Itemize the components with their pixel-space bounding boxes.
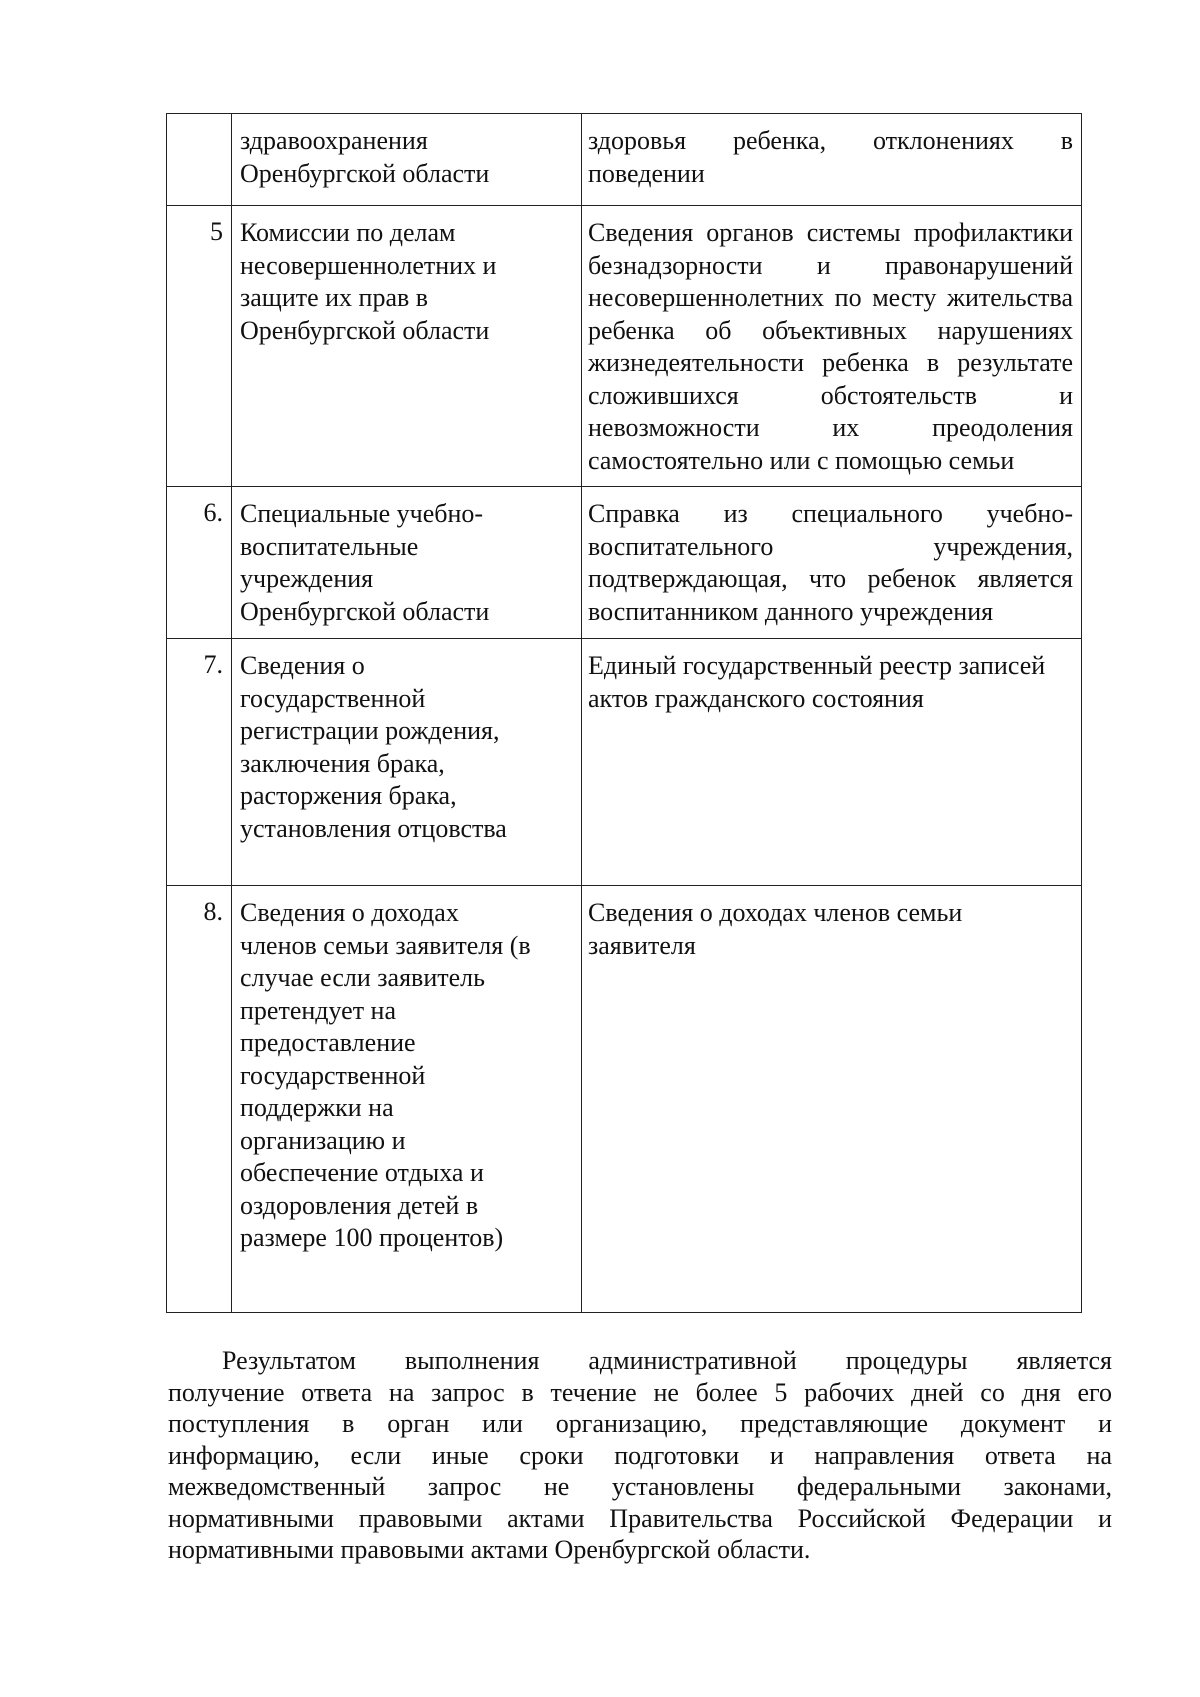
- information-cell: [582, 114, 1082, 206]
- text-line: сложившихся обстоятельств и: [588, 380, 1073, 410]
- text-line: защите их прав в: [240, 283, 429, 312]
- text-line: Специальные учебно-: [240, 499, 484, 528]
- information-cell: [582, 639, 1082, 886]
- text-line: невозможности их преодоления: [588, 413, 1073, 442]
- row-number: 7.: [167, 639, 232, 886]
- text-line: членов семьи заявителя (в: [240, 930, 531, 960]
- text-fragment: Результатом выполнения административной процедуры является: [222, 1346, 1112, 1375]
- text-line: воспитательного учреждения,: [588, 531, 1073, 561]
- text-line: актов гражданского состояния: [588, 683, 924, 713]
- text-line: ребенка об объективных нарушениях: [588, 315, 1073, 345]
- text-line: заявителя: [588, 930, 696, 960]
- text-line: случае если заявитель: [240, 963, 485, 992]
- text-line: претендует на: [240, 995, 397, 1025]
- text-line: несовершеннолетних и: [240, 250, 497, 280]
- text-line: организацию и: [240, 1125, 406, 1155]
- information-cell: [582, 487, 1082, 639]
- text-line: информацию, если иные сроки подготовки и направления ответа на: [168, 1440, 1112, 1470]
- result-paragraph: [168, 1345, 1112, 1566]
- text-line: подтверждающая, что ребенок является: [588, 564, 1073, 593]
- text-line: Оренбургской области: [240, 315, 490, 345]
- text-line: жизнедеятельности ребенка в результате: [588, 348, 1073, 377]
- text-line: воспитанником данного учреждения: [588, 596, 994, 626]
- text-line: государственной: [240, 1060, 426, 1090]
- table-row: [167, 886, 1082, 1313]
- text-line: предоставление: [240, 1028, 416, 1057]
- text-line: Сведения о доходах членов семьи: [588, 898, 963, 927]
- text-line: нормативными правовыми актами Правительства Российской Федерации и: [168, 1503, 1112, 1533]
- text-line: оздоровления детей в: [240, 1190, 479, 1220]
- text-line: поддержки на: [240, 1093, 394, 1122]
- text-line: учреждения: [240, 564, 374, 593]
- text-line: Оренбургской области: [240, 158, 490, 188]
- table-row: [167, 487, 1082, 639]
- text-line: расторжения брака,: [240, 781, 457, 810]
- text-line: Оренбургской области: [240, 596, 490, 626]
- text-line: Сведения органов системы профилактики: [588, 218, 1073, 247]
- organization-cell: [232, 487, 582, 639]
- table-row: [167, 206, 1082, 487]
- text-line: государственной: [240, 683, 426, 713]
- text-line: нормативными правовыми актами Оренбургской области.: [168, 1535, 811, 1564]
- text-line: здравоохранения: [240, 126, 428, 155]
- text-line: регистрации рождения,: [240, 716, 500, 745]
- text-line: поведении: [588, 158, 705, 188]
- text-line: размере 100 процентов): [240, 1223, 504, 1252]
- text-line: самостоятельно или с помощью семьи: [588, 445, 1015, 475]
- text-line: воспитательные: [240, 531, 419, 561]
- organization-cell: [232, 206, 582, 487]
- text-line: Комиссии по делам: [240, 218, 456, 247]
- row-number: 5: [167, 206, 232, 487]
- text-line: Сведения о: [240, 651, 365, 680]
- text-line: Единый государственный реестр записей: [588, 651, 1046, 680]
- row-number: 6.: [167, 487, 232, 639]
- text-line: получение ответа на запрос в течение не более 5 рабочих дней со дня его: [168, 1377, 1112, 1407]
- organization-cell: [232, 114, 582, 206]
- text-line: несовершеннолетних по месту жительства: [588, 283, 1073, 312]
- text-line: установления отцовства: [240, 813, 507, 843]
- text-line: [168, 1345, 1112, 1377]
- organization-cell: [232, 639, 582, 886]
- text-line: обеспечение отдыха и: [240, 1158, 484, 1187]
- row-number: 8.: [167, 886, 232, 1313]
- organization-cell: [232, 886, 582, 1313]
- table-row: [167, 639, 1082, 886]
- text-line: межведомственный запрос не установлены федеральными законами,: [168, 1472, 1112, 1501]
- documents-table: [166, 113, 1082, 1313]
- information-cell: [582, 206, 1082, 487]
- text-line: безнадзорности и правонарушений: [588, 250, 1073, 280]
- row-number: [167, 114, 232, 206]
- text-line: Сведения о доходах: [240, 898, 459, 927]
- text-line: Справка из специального учебно-: [588, 499, 1073, 528]
- information-cell: [582, 886, 1082, 1313]
- text-line: поступления в орган или организацию, представляющие документ и: [168, 1409, 1112, 1438]
- text-line: здоровья ребенка, отклонениях в: [588, 126, 1073, 155]
- table-row: [167, 114, 1082, 206]
- text-line: заключения брака,: [240, 748, 445, 778]
